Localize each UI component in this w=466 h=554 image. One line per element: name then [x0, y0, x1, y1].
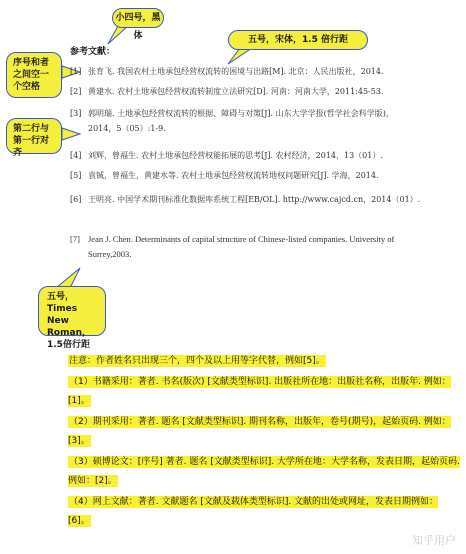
note-journal: [68, 413, 460, 452]
reference-item: [70, 168, 379, 183]
reference-item: [70, 232, 394, 262]
reference-item: [70, 64, 384, 79]
note-text: （3）硕博论文：[序号] 著者. 题名 [文献类型标识]. 大学所在地：大学名称，发表日期，起始页码. 例如：[2]。: [68, 456, 460, 486]
reference-text: 袁铖，曾福生，黄建水等. 农村土地承包经营权流转地权问题研究[J]. 学海，2014.: [88, 171, 379, 180]
callout-english-font: 五号，Times New Roman，1.5倍行距: [38, 286, 106, 336]
reference-number: [5]: [70, 171, 82, 180]
watermark: 知乎用户: [412, 534, 456, 547]
callout-line-indent: 第二行与第一行对齐: [6, 118, 62, 154]
reference-continuation: Surrey,2003.: [88, 249, 132, 259]
reference-continuation: 2014，5（05）:1-9.: [88, 124, 166, 133]
callout-body-font: 五号，宋体，1.5 倍行距: [228, 30, 368, 50]
reference-number: [1]: [70, 67, 82, 76]
pointer-heading: [108, 26, 128, 44]
reference-item: [70, 84, 384, 99]
reference-item: [70, 148, 383, 163]
reference-number: [3]: [70, 109, 82, 118]
pointer-body: [228, 48, 252, 64]
reference-number: [4]: [70, 151, 82, 160]
reference-text: Jean J. Chen. Determinants of capital structure of Chinese-listed companies. University of: [88, 234, 395, 244]
callout-heading-font: 小四号，黑体: [112, 8, 164, 28]
note-text: （1）书籍采用：著者. 书名(版次) [文献类型标识]. 出版社所在地：出版社名称，出版年. 例如：[1]。: [68, 376, 451, 406]
reference-number: [7]: [70, 234, 80, 244]
note-text: （4）网上文献：著者. 文献题名 [文献及载体类型标识]. 文献的出处或网址，发表日期例如：[6]。: [68, 496, 439, 526]
reference-number: [6]: [70, 195, 82, 204]
format-notes: [68, 352, 460, 533]
reference-item: [70, 192, 420, 207]
reference-text: 郭明瑞. 土地承包经营权流转的根据、障碍与对策[J]. 山东大学学报(哲学社会科学版)，: [88, 109, 394, 118]
callout-number-separator: 序号和者之间空一个空格: [6, 52, 62, 98]
reference-text: 王明亮. 中国学术期刊标准化数据库系统工程[EB/OL]. http://www.cajcd.cn，2014（01）.: [88, 195, 421, 204]
note-book: [68, 373, 460, 412]
note-thesis: [68, 453, 460, 492]
pointer-english: [56, 268, 80, 288]
reference-number: [2]: [70, 87, 82, 96]
note-text: 注意：作者姓名只出现三个，四个及以上用等字代替，例如[5]。: [69, 356, 325, 366]
note-online: [68, 493, 460, 532]
reference-text: 黄建水. 农村土地承包经营权流转制度立法研究[D]. 河南：河南大学，2011:45-53.: [88, 87, 384, 96]
reference-text: 张育飞. 我国农村土地承包经营权流转的困境与出路[M]. 北京：人民出版社，2014.: [88, 67, 384, 76]
reference-item: [70, 106, 394, 136]
references-title: 参考文献：: [70, 47, 116, 57]
reference-text: 刘辉，曾福生. 农村土地承包经营权能拓展的思考[J]. 农村经济，2014，13（01）.: [88, 151, 383, 160]
note-text: （2）期刊采用：著者. 题名 [文献类型标识]. 期刊名称，出版年，卷号(期号)，起始页码. 例如：[3]。: [68, 416, 451, 446]
note-intro: [68, 352, 460, 372]
